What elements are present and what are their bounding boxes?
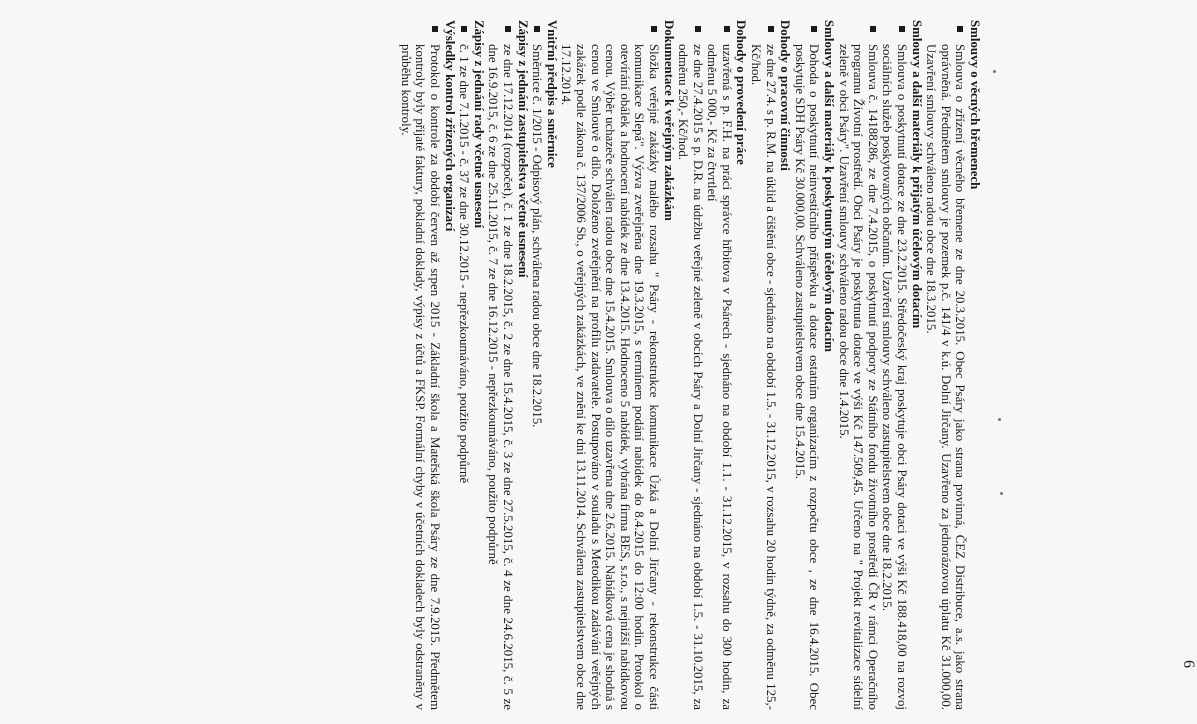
list-item: Dohoda o poskytnutí neinvestičního příspěvku a dotace ostatním organizacím z rozpočtu obce , ze dne 16.4.2015. Obec poskytuje SDH Psáry Kč 30.000,00. Schváleno zastupitelstvem obce dne 15.4.2015. — [792, 20, 821, 710]
list-item: Směrnice č. 1/2015 - Odpisový plán, schválena radou obce dne 18.2.2015. — [530, 20, 545, 710]
section-work-performance-agreements — [676, 20, 749, 710]
list-item: Složka veřejné zakázky malého rozsahu " Psáry - rekonstrukce komunikace Úzká a Dolní Jirčany - rekonstrukce části komunikace Slepá". Výzva zveřejněna dne 19.3.2015, s termínem podání nabídek do 8.4.2015 do 12:00 hodin. Protokol o otevírání obálek a hodnocení nabídek ze dne 13.4.2015. Hodnoceno 5 nabídek, vybrána firma BES, s.r.o., s nejnižší nabídkovou cenou. Výběr uchazeče schválen radou obce dne 15.4.2015. Smlouva o dílo uzavřena dne 2.6.2015. Nabídková cena je shodná s cenou ve Smlouvě o dílo. Doloženo zveřejnění na profilu zadavatele. Postupováno v souladu s Metodikou zadávání veřejných zakázek podle zákona č. 137/2006 Sb., o veřejných zakázkách, ve znění ke dni 13.11.2014. Schválena zastupitelstvem obce dne 17.12.2014. — [559, 20, 661, 710]
page-number: 6 — [1180, 660, 1197, 668]
list-item: Smlouva č. 14188286, ze dne 7.4.2015, o poskytnutí podpory ze Státního fondu životního prostředí ČR v rámci Operačního programu Životní prostředí. Obci Psáry je poskytnuta dotace ve výši Kč 147.509,45. Určeno na " Projekt revitalizace sídelní zeleně v obci Psáry". Uzavření smlouvy schváleno radou obce dne 1.4.2015. — [836, 20, 880, 710]
section-internal-regulations — [530, 20, 559, 710]
list-item: ze dne 17.12.2014 (rozpočet), č. 1 ze dne 18.2.2015, č. 2 ze dne 15.4.2015, č. 3 ze dne 27.5.2015, č. 4 ze dne 24.6.2015, č. 5 ze dne 16.9.2015, č. 6 ze dne 25.11.2015, č. 7 ze dne 16.12.2015 - nepřezkoumáváno, použito podpůrně — [486, 20, 515, 710]
section-title: Výsledky kontrol zřízených organizací — [442, 20, 457, 232]
section-title: Dokumentace k veřejným zakázkám — [661, 20, 676, 221]
section-organization-audits — [398, 20, 456, 710]
list-item: uzavřená s p. F.H. na práci správce hřbitova v Psárech - sjednáno na období 1.1. - 31.12.2015, v rozsahu do 300 hodin, za odměnu 5 000,- Kč za čtvrtletí — [705, 20, 734, 710]
section-title: Zápisy z jednání rady včetně usnesení — [471, 20, 486, 229]
list-item: ze dne 27.4.2015 s p. D.R. na údržbu veřejné zeleně v obcích Psáry a Dolní Jirčany - sjednáno na období 1.5. - 31.10.2015, za odměnu 250,- Kč/hod. — [676, 20, 705, 710]
section-title: Dohody o pracovní činnosti — [778, 20, 793, 171]
list-item: č. 1 ze dne 7.1.2015 - č. 37 ze dne 30.12.2015 - nepřezkoumáváno, použito podpůrně — [457, 20, 472, 710]
list-item: Smlouva o zřízení věcného břemene ze dne 20.3.2015. Obec Psáry jako strana povinná, ČEZ Distribuce, a.s. jako strana oprávněná. Předmětem smlouvy je pozemek p.č. 141/4 v k.ú. Dolní Jirčany. Uzavřeno za jednorázovou úplatu Kč 31.000,00. Uzavření smlouvy schváleno radou obce dne 18.3.2015. — [924, 20, 968, 710]
section-council-minutes — [486, 20, 530, 710]
section-title: Vnitřní předpis a směrnice — [544, 20, 559, 168]
list-item: Protokol o kontrole za období červen až srpen 2015 - Základní škola a Mateřská škola Psáry ze dne 7.9.2015. Předmětem kontroly byly přijaté faktury, pokladní doklady, výpisy z účtů a FKSP. Formální chyby v účetních dokladech byly odstraněny v průběhu kontroly. — [398, 20, 442, 710]
section-title: Smlouvy o věcných břemenech — [968, 20, 982, 190]
list-item: Smlouva o poskytnutí dotace ze dne 23.2.2015. Středočeský kraj poskytuje obci Psáry dotaci ve výši Kč 188.418,00 na rozvoj sociálních služeb poskytovaných občanům. Uzavření smlouvy schváleno zastupitelstvem obce dne 18.2.2015. — [880, 20, 909, 710]
document-body — [398, 20, 982, 710]
scan-speck — [998, 418, 1001, 421]
scan-speck — [1000, 492, 1003, 495]
section-title: Dohody o provedení práce — [734, 20, 749, 165]
section-public-contracts — [559, 20, 676, 710]
section-title: Smlouvy a další materiály k poskytnutým účelovým dotacím — [822, 20, 837, 352]
section-work-activity-agreements — [749, 20, 793, 710]
section-title: Zápisy z jednání zastupitelstva včetně usnesení — [515, 20, 530, 278]
section-board-minutes — [457, 20, 486, 710]
section-title: Smlouvy a další materiály k přijatým účelovým dotacím — [909, 20, 924, 329]
list-item: ze dne 27.4. s p. R.M. na úklid a čištění obce - sjednáno na období 1.5. - 31.12.2015, v rozsahu 20 hodin týdně, za odměnu 125,- Kč/hod. — [749, 20, 778, 710]
document-page — [122, 20, 1197, 710]
section-provided-subsidies — [792, 20, 836, 710]
section-easements — [924, 20, 982, 710]
scan-speck — [993, 70, 996, 73]
section-received-subsidies — [836, 20, 924, 710]
